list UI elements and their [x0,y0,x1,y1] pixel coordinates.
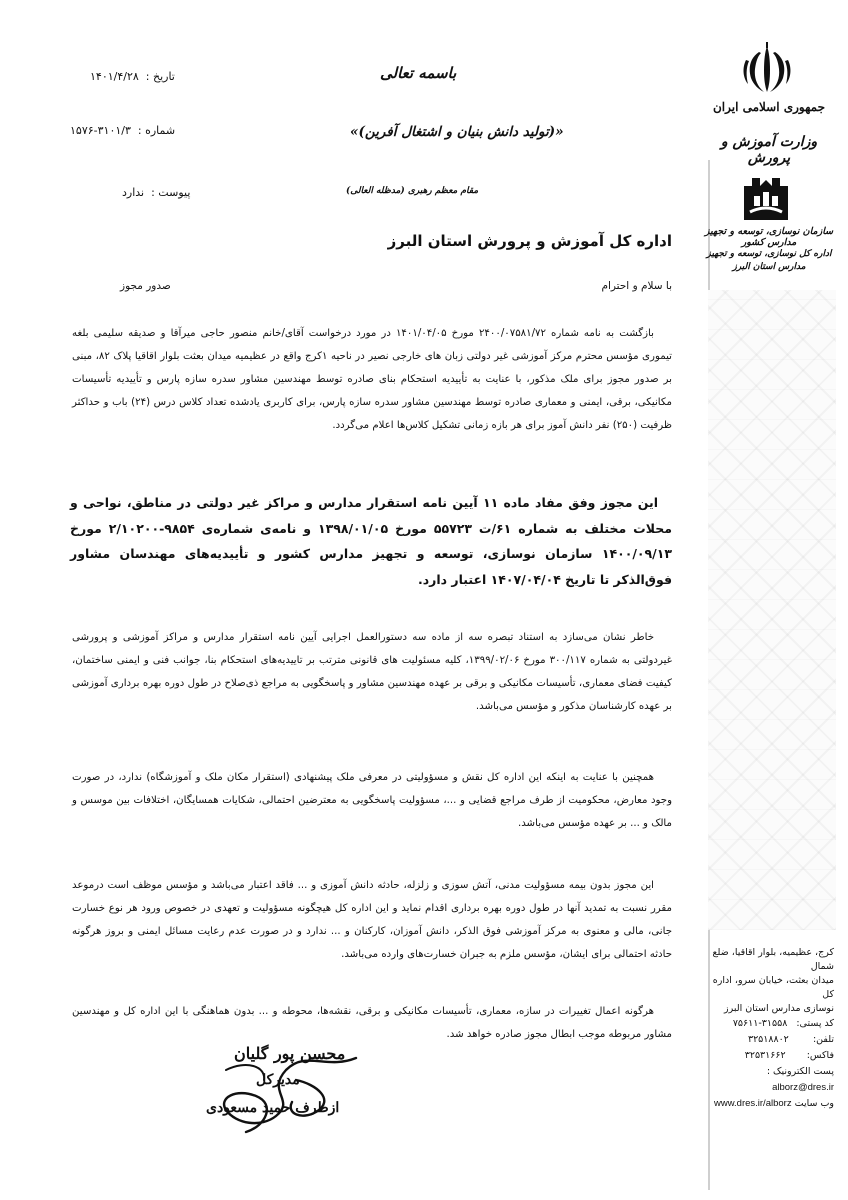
renovation-org-logo-icon [740,172,792,224]
fax-label: فاکس: [806,1050,834,1061]
fax-row [704,1048,834,1064]
email-value[interactable]: alborz@dres.ir [772,1082,834,1093]
address-line: نوسازی مدارس استان البرز [724,1003,834,1014]
paragraph-3: همچنین با عنایت به اینکه این اداره کل نقش و مسؤولیتی در معرفی ملک پیشنهادی (استقرار مکان ملک و آموزشگاه) ندارد، در صورت وجود معارض، محکومیت از طرف مراجع قضایی و ...، مسؤولیت پاسخگویی به معترضین احتمالی، شکایات همسایگان، اختلافات بین موسس و مالک و ... بر عهده مؤسس می‌باشد. [72,772,672,829]
paragraph-validity: این مجوز وفق مفاد ماده ۱۱ آیین نامه استقرار مدارس و مراکز غیر دولتی در مناطق، نواحی و محلات مختلف به شماره ۶۱/ت ۵۵۷۲۳ مورخ ۱۳۹۸/۰۱/۰۵ و نامه‌ی شماره‌ی ۹۸۵۴-۲/۱۰۲۰۰ مورخ ۱۴۰۰/۰۹/۱۳ سازمان نوسازی، توسعه و تجهیز مدارس کشور و تأییدیه‌های مهندسان مشاور فوق‌الذکر تا تاریخ ۱۴۰۷/۰۴/۰۴ اعتبار دارد. [70,495,672,587]
signatory-title: مدیرکل [256,1072,300,1088]
date-row [90,70,175,83]
attachment-row [122,186,190,199]
postal-value: ۳۱۵۵۸-۷۵۶۱۱ [732,1018,788,1029]
basmala: باسمه تعالی [380,64,457,82]
address-line: کرج، عظیمیه، بلوار اقاقیا، ضلع شمال [712,947,834,972]
website-value[interactable]: www.dres.ir/alborz [713,1098,792,1109]
contact-block [704,1016,834,1112]
phone-label: تلفن: [812,1034,834,1045]
paragraph-4: این مجوز بدون بیمه مسؤولیت مدنی، آتش سوزی و زلزله، حادثه دانش آموزی و ... فاقد اعتبار می‌باشد و مؤسس موظف است درموعد مقرر نسبت به تمدید آنها در طول دوره بهره برداری اقدام نماید و این اداره کل هیچگونه مسؤولیت و تعهدی در خصوص ورود هر نوع خسارت جانی، مالی و معنوی به مرکز آموزشی فوق الذکر، دانش آموزان، کارکنان و ... ندارد و در صورت عدم رعایت مسائل ایمنی و بروز هرگونه حادثه احتمالی برای ایشان، مؤسس ملزم به جبران خسارت‌های وارده می‌باشد. [72,880,672,960]
greeting: با سلام و احترام [601,280,672,292]
attachment-value: ندارد [122,186,145,199]
attachment-label: پیوست : [151,186,191,199]
sidebar-pattern [708,290,836,930]
website-row [704,1096,834,1112]
republic-title: جمهوری اسلامی ایران [712,100,826,114]
website-label: وب سایت [794,1098,834,1109]
recipient-department: اداره کل آموزش و پرورش استان البرز [387,232,672,250]
date-value: ۱۴۰۱/۴/۲۸ [90,70,139,83]
address-block [704,946,834,1016]
postal-label: کد پستی: [796,1018,834,1029]
org-title-line2: اداره کل نوسازی، توسعه و تجهیز مدارس استان البرز [706,249,832,272]
ministry-title: وزارت آموزش و پرورش [720,134,818,166]
email-label: پست الکترونیک : [766,1066,834,1077]
leader-caption: مقام معظم رهبری (مدظله العالی) [346,186,479,196]
paragraph-2: خاطر نشان می‌سازد به استناد تبصره سه از ماده سه دستورالعمل اجرایی آیین نامه استقرار مدارس و مراکز آموزشی و پرورشی غیردولتی به شماره ۳۰۰/۱۱۷ مورخ ۱۳۹۹/۰۲/۰۶، کلیه مسئولیت های قانونی مترتب بر تاییدیه‌های استحکام بنا، جوانب فنی و ایمنی ساختمان، کیفیت فضای معماری، تأسیسات مکانیکی و برقی بر عهده مهندسین مشاور و پاسخگویی به مراجع ذی‌صلاح در طول دوره بهره برداری آموزشی بر عهده کارشناسان مذکور و مؤسس می‌باشد. [72,632,672,712]
number-value: ۳۱۰۱/۳-۱۵۷۶ [70,124,131,137]
number-label: شماره : [137,124,176,137]
phone-value: ۳۲۵۱۸۸۰۲ [747,1034,789,1045]
date-label: تاریخ : [145,70,175,83]
fax-value: ۳۲۵۳۱۶۶۲ [744,1050,786,1061]
iran-emblem-icon [742,42,792,96]
signatory-name: محسن پور گلیان [234,1044,346,1063]
number-row [70,124,175,137]
phone-row [704,1032,834,1048]
on-behalf-of: ازطرف حمید مسعودی [206,1100,340,1116]
postal-row [704,1016,834,1032]
letterhead-sidebar [700,0,848,1200]
slogan: «(تولید دانش بنیان و اشتغال آفرین)» [350,124,564,140]
email-row [704,1064,834,1096]
paragraph-1: بازگشت به نامه شماره ۲۴۰۰/۰۷۵۸۱/۷۲ مورخ ۱۴۰۱/۰۴/۰۵ در مورد درخواست آقای/خانم منصور حاجی میرآقا و صدیقه سلیمی بلغه تیموری مؤسس محترم مرکز آموزشی غیر دولتی زبان های خارجی نصیر در ناحیه ۱کرج واقع در عظیمیه میدان بعثت بلوار اقاقیا پلاک ۸۲، مبنی بر صدور مجوز برای ملک مذکور، با عنایت به تأییدیه استحکام بنای صادره توسط مهندسین مشاور سدره سازه پارس و تأییدیه تأسیسات مکانیکی، برقی، ایمنی و معماری صادره توسط مهندسین مشاور سدره سازه پارس، برای کاربری یادشده تعداد کلاس درس (۲۴) باب و حداکثر ظرفیت (۲۵۰) نفر دانش آموز برای هر بازه زمانی تشکیل کلاس‌ها اعلام می‌گردد. [72,328,673,431]
org-title-line1: سازمان نوسازی، توسعه و تجهیز مدارس کشور [704,226,834,248]
subject: صدور مجوز [120,280,171,292]
paragraph-5: هرگونه اعمال تغییرات در سازه، معماری، تأسیسات مکانیکی و برقی، نقشه‌ها، محوطه و ... بدون هماهنگی با این اداره کل و مهندسین مشاور مربوطه موجب ابطال مجوز صادره خواهد شد. [72,1006,672,1040]
address-line: میدان بعثت، خیابان سرو، اداره کل [712,975,834,1000]
